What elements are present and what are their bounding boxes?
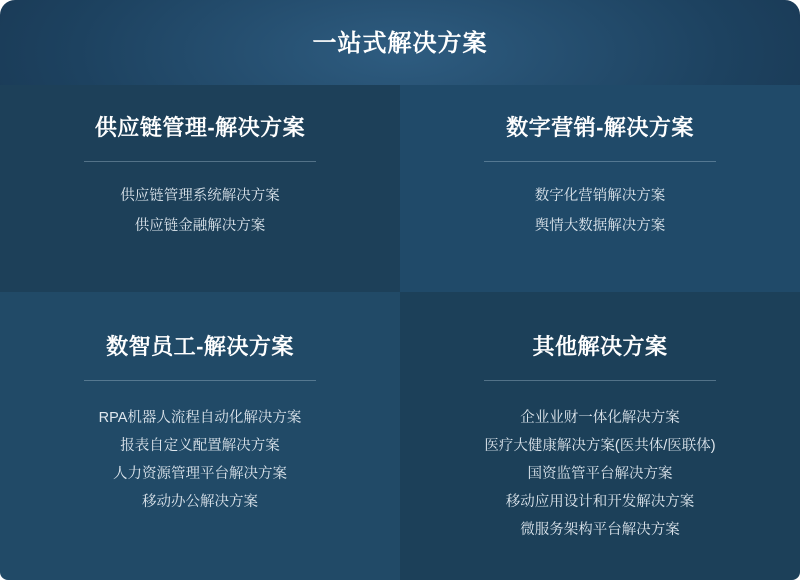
- solution-card-digital-marketing: [400, 85, 800, 292]
- panel-title: 一站式解决方案: [312, 29, 488, 57]
- divider: [84, 161, 316, 162]
- card-items: [0, 408, 400, 512]
- divider: [84, 380, 316, 381]
- card-title-supply-chain: 供应链管理-解决方案: [94, 115, 306, 140]
- solution-link[interactable]: 移动办公解决方案: [142, 494, 258, 510]
- solution-link[interactable]: 舆情大数据解决方案: [534, 218, 666, 234]
- divider: [484, 161, 716, 162]
- solution-link[interactable]: 微服务架构平台解决方案: [520, 522, 680, 538]
- solution-card-other: [400, 292, 800, 580]
- solutions-grid: [0, 85, 800, 580]
- solution-link[interactable]: 人力资源管理平台解决方案: [113, 466, 287, 482]
- solution-card-supply-chain: [0, 85, 400, 292]
- card-items: [400, 408, 800, 540]
- card-items: [400, 186, 800, 236]
- solution-link[interactable]: 报表自定义配置解决方案: [120, 438, 280, 454]
- solution-link[interactable]: 企业业财一体化解决方案: [520, 410, 680, 426]
- solution-link[interactable]: 移动应用设计和开发解决方案: [505, 494, 695, 510]
- solution-link[interactable]: 数字化营销解决方案: [534, 188, 666, 204]
- solution-link[interactable]: RPA机器人流程自动化解决方案: [98, 410, 302, 426]
- card-title-other: 其他解决方案: [532, 334, 668, 359]
- card-items: [0, 186, 400, 236]
- solution-card-digital-employee: [0, 292, 400, 580]
- panel-header: [0, 0, 800, 85]
- card-title-digital-employee: 数智员工-解决方案: [106, 334, 294, 359]
- solution-link[interactable]: 供应链管理系统解决方案: [120, 188, 280, 204]
- solution-link[interactable]: 国资监管平台解决方案: [527, 466, 673, 482]
- card-title-digital-marketing: 数字营销-解决方案: [506, 115, 694, 140]
- divider: [484, 380, 716, 381]
- solution-link[interactable]: 供应链金融解决方案: [134, 218, 266, 234]
- solution-link[interactable]: 医疗大健康解决方案(医共体/医联体): [484, 438, 716, 454]
